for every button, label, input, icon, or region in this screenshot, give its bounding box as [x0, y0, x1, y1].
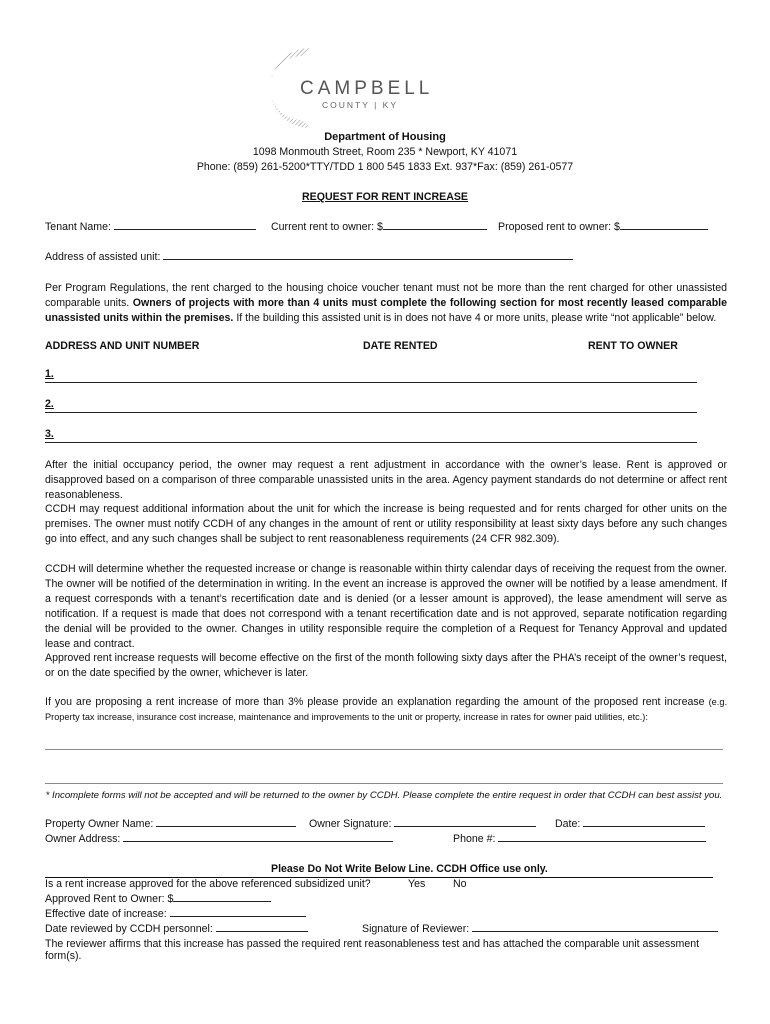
intro-part-1: Per Program Regulations, the rent charged to the housing choice voucher tenant must not be more than the rent charged for other unassisted comparable units.	[45, 282, 727, 309]
current-rent-line[interactable]	[383, 229, 487, 230]
tenant-name-line[interactable]	[114, 229, 256, 230]
reviewed-date-field[interactable]	[45, 923, 308, 935]
comparable-row-1[interactable]	[45, 368, 697, 383]
assisted-address-line[interactable]	[163, 259, 573, 260]
owner-name-label: Property Owner Name:	[45, 818, 154, 830]
owner-date-line[interactable]	[583, 826, 705, 827]
approved-rent-label: Approved Rent to Owner: $	[45, 893, 174, 905]
assisted-address-label: Address of assisted unit:	[45, 251, 161, 263]
form-title	[0, 191, 770, 203]
col-date-header: DATE RENTED	[363, 340, 438, 352]
paragraph-determination: CCDH will determine whether the requested increase or change is reasonable within thirty calendar days of receiving the request from the owner. The owner will be notified of the determination in writing. In the event an increase is approved the owner will be notified by a lease amendment. If a request corresponds with a tenant’s recertification date and is denied (or a lesser amount is approved), the lease amendment will serve as notification. If a request is made that does not correspond with a tenant recertification date and is not approved, separate notification regarding the denial will be provided to the owner. Changes in utility responsible require the completion of a Request for Tenancy Approval and updated lease and contract.	[45, 563, 727, 650]
department-name: Department of Housing	[324, 131, 446, 143]
paragraph-effective: Approved rent increase requests will become effective on the first of the month following sixty days after the PHA’s receipt of the owner’s request, or on the date specified by the owner, whichever is later.	[45, 652, 727, 679]
effective-date-line[interactable]	[170, 916, 306, 917]
owner-phone-label: Phone #:	[453, 833, 496, 845]
explanation-line-2[interactable]	[45, 783, 723, 784]
intro-part-2: If the building this assisted unit is in does not have 4 or more units, please write “not applicable” below.	[233, 312, 717, 324]
department-phone: Phone: (859) 261-5200*TTY/TDD 1 800 545 1833 Ext. 937*Fax: (859) 261-0577	[196, 161, 574, 173]
approved-question: Is a rent increase approved for the above referenced subsidized unit?	[45, 878, 371, 890]
effective-date-label: Effective date of increase:	[45, 908, 167, 920]
proposed-rent-field[interactable]	[498, 221, 708, 233]
current-rent-field[interactable]	[271, 221, 487, 233]
col-address-header: ADDRESS AND UNIT NUMBER	[45, 340, 200, 352]
owner-signature-field[interactable]	[309, 818, 536, 830]
tenant-name-label: Tenant Name:	[45, 221, 111, 233]
proposed-rent-line[interactable]	[620, 229, 708, 230]
approved-rent-field[interactable]	[45, 893, 271, 905]
office-use-header-text: Please Do Not Write Below Line. CCDH Office use only.	[271, 863, 548, 875]
effective-date-field[interactable]	[45, 908, 306, 920]
row-number: 1.	[45, 368, 54, 380]
logo-subtitle: COUNTY | KY	[322, 100, 399, 110]
owner-signature-line[interactable]	[394, 826, 536, 827]
comparable-row-3[interactable]	[45, 428, 697, 443]
county-logo	[240, 40, 440, 135]
paragraph-adjustment: After the initial occupancy period, the owner may request a rent adjustment in accordance with the owner’s lease. Rent is approved or disapproved based on a comparison of three comparable unassisted units in the area. Agency payment standards do not determine or affect rent reasonableness.	[45, 459, 727, 501]
row-number: 3.	[45, 428, 54, 440]
owner-date-field[interactable]	[555, 818, 705, 830]
comparable-row-2[interactable]	[45, 398, 697, 413]
reviewer-affirmation: The reviewer affirms that this increase has passed the required rent reasonableness test and has attached the comparable unit assessment form(s).	[45, 938, 700, 962]
logo-name: CAMPBELL	[300, 78, 434, 99]
intro-paragraph	[45, 281, 727, 326]
owner-address-line[interactable]	[123, 841, 393, 842]
reviewed-date-line[interactable]	[216, 931, 308, 932]
owner-name-field[interactable]	[45, 818, 296, 830]
approved-rent-line[interactable]	[173, 901, 271, 902]
proposed-rent-label: Proposed rent to owner: $	[498, 221, 620, 233]
paragraph-explanation	[45, 695, 727, 725]
explanation-main: If you are proposing a rent increase of more than 3% please provide an explanation regarding the amount of the proposed rent increase	[45, 696, 709, 708]
reviewed-date-label: Date reviewed by CCDH personnel:	[45, 923, 213, 935]
owner-address-field[interactable]	[45, 833, 393, 845]
owner-phone-line[interactable]	[498, 841, 706, 842]
tenant-name-field[interactable]	[45, 221, 256, 233]
reviewer-signature-line[interactable]	[472, 931, 718, 932]
owner-name-line[interactable]	[156, 826, 296, 827]
col-rent-header: RENT TO OWNER	[588, 340, 678, 352]
owner-phone-field[interactable]	[453, 833, 706, 845]
department-address: 1098 Monmouth Street, Room 235 * Newport, KY 41071	[252, 146, 518, 158]
approved-no[interactable]: No	[453, 878, 467, 890]
office-use-header	[45, 863, 713, 878]
incomplete-notice: * Incomplete forms will not be accepted and will be returned to the owner by CCDH. Please complete the entire request in order that CCDH can best assist you.	[45, 790, 723, 801]
explanation-examples: (e.g. Property tax increase, insurance cost increase, maintenance and improvements to the unit or property, increase in rates for owner paid utilities, etc.):	[45, 697, 727, 722]
assisted-address-field[interactable]	[45, 251, 573, 263]
owner-date-label: Date:	[555, 818, 581, 830]
owner-signature-label: Owner Signature:	[309, 818, 392, 830]
approved-yes[interactable]: Yes	[408, 878, 426, 890]
paragraph-information: CCDH may request additional information about the unit for which the increase is being requested and for rents charged for other units on the premises. The owner must notify CCDH of any changes in the amount of rent or utility responsibility at least sixty days before any such changes go into effect, and any such changes shall be subject to rent reasonableness requirements (24 CFR 982.309).	[45, 503, 727, 545]
current-rent-label: Current rent to owner: $	[271, 221, 383, 233]
reviewer-signature-label: Signature of Reviewer:	[362, 923, 470, 935]
owner-address-label: Owner Address:	[45, 833, 121, 845]
reviewer-signature-field[interactable]	[362, 923, 718, 935]
explanation-line-1[interactable]	[45, 749, 723, 750]
form-title-text: REQUEST FOR RENT INCREASE	[302, 191, 468, 203]
row-number: 2.	[45, 398, 54, 410]
intro-bold: Owners of projects with more than 4 units must complete the following section for most recently leased comparable unassisted units within the premises.	[45, 297, 728, 324]
